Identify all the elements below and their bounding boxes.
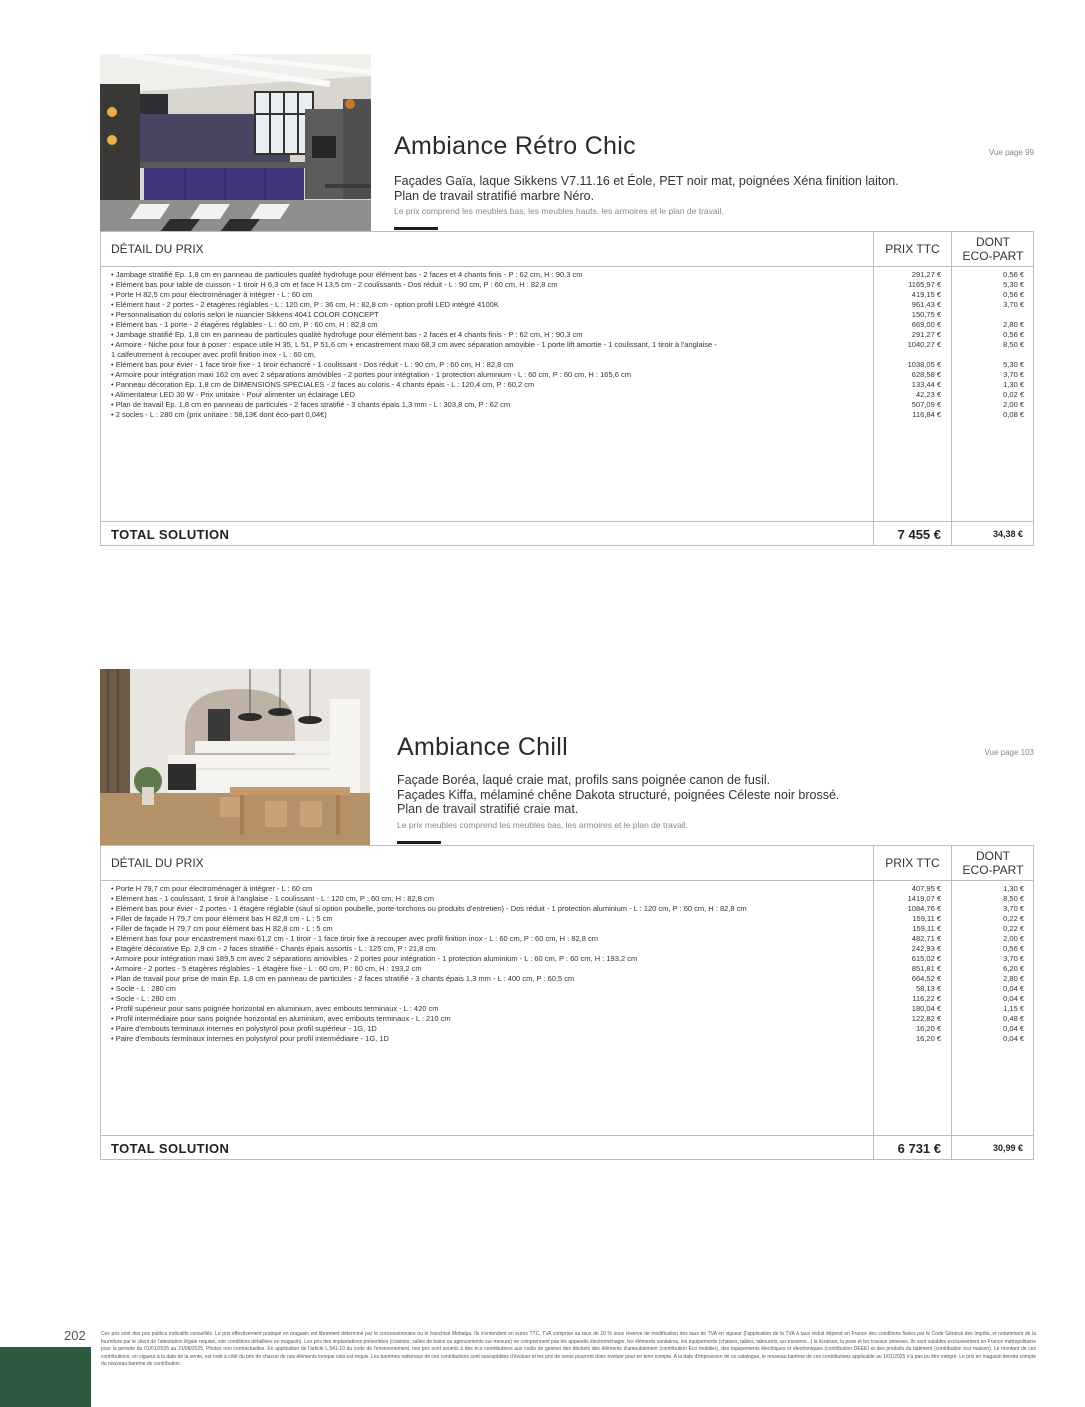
header-eco-line-1: DONT: [976, 235, 1010, 249]
item-eco-part: 0,04 €: [1003, 994, 1024, 1003]
item-price: 482,71 €: [911, 934, 941, 943]
item-description: • Elément bas pour évier - 1 face tiroir fixe - 1 tiroir échancré - 1 coulissant - Dos réduit - L : 90 cm, P : 60 cm, H : 82,8 cm: [111, 360, 514, 369]
item-description: • Elément bas - 1 porte - 2 étagères réglables - L : 60 cm, P : 60 cm, H : 82,8 cm: [111, 320, 378, 329]
item-description: • Elément bas - 1 coulissant, 1 tiroir à l'anglaise - 1 coulissant - L : 120 cm, P : 60 cm, H : 82,8 cm: [111, 894, 434, 903]
total-eco-part: 34,38 €: [992, 529, 1023, 539]
item-eco-part: 3,70 €: [1003, 904, 1024, 913]
header-eco-line-2: ECO-PART: [962, 863, 1024, 877]
section-title: Ambiance Rétro Chic: [394, 132, 636, 160]
item-eco-part: 3,70 €: [1003, 954, 1024, 963]
item-eco-part: 2,80 €: [1003, 974, 1024, 983]
legal-notice: Ces prix sont des prix publics indicatifs conseillés. Le prix effectivement pratiqué en magasin est librement déterminé par le concessionnaire ou le franchisé Mobalpa. Ils s'entendent en euros TTC, TVA comprise au taux de 20 % sous réserve de modification des taux de TVA en vigueur (l'application de la TVA à taux réduit dépend en France des conditions fixées par le Code Général des Impôts, et notamment de la fourniture par le client de l'attestation légale requise, voir conditions détaillées en magasin). Les prix des implantations présentées (cuisines, salles de bains ou agencements sur-mesure) ne comprennent pas les appareils électroménager, les éléments sanitaires, les équipements (chaises, tables, tabourets, accessoires...) la livraison, la pose et les travaux annexes. Ils sont valables exclusivement en France métropolitaine pour la période du 01/01/2025 au 31/08/2025. Photos non contractuelles. En application de l'article L.541-10 du code de l'environnement, nos prix sont soumis à des éco contributions aux coûts de gestion des déchets des éléments d'ameublement (contribution Eco mobilier), des équipements électriques et électroniques (contribution DEEE) et des produits du bâtiment (contribution éco maison). Le montant de ces contributions, en vigueur à la date de la vente, est noté à côté du prix de chacun de nos éléments lorsque cela est requis. Les barèmes nationaux de ces contributions sont susceptibles d'évoluer et les prix de vente pourront donc évoluer pour en tenir compte. A la date d'impression de ce catalogue, le nouveau barème de ces contributions applicable au 1/01/2025 n'a pas pu être intégré. Le prix en magasin tiendra compte du nouveau barème de contribution.: [101, 1331, 1036, 1368]
price-rows: [111, 884, 1033, 1044]
green-corner-bar: [0, 1347, 91, 1407]
table-row: [111, 964, 1033, 974]
table-row: [111, 974, 1033, 984]
table-row: [111, 984, 1033, 994]
page-reference: Vue page 103: [984, 748, 1034, 757]
item-eco-part: 0,04 €: [1003, 984, 1024, 993]
item-description: • 2 socles - L : 280 cm (prix unitaire : 58,13€ dont éco-part 0,04€): [111, 410, 327, 419]
item-eco-part: 0,56 €: [1003, 330, 1024, 339]
header-eco-part: [951, 849, 1035, 877]
total-price: 6 731 €: [897, 1141, 941, 1156]
item-price: 669,00 €: [911, 320, 941, 329]
item-price: 16,20 €: [915, 1034, 941, 1043]
item-price: 291,27 €: [911, 270, 941, 279]
price-note: Le prix comprend les meubles bas, les meubles hauts, les armoires et le plan de travail.: [394, 206, 724, 216]
item-price: 159,11 €: [912, 914, 941, 923]
item-price: 150,75 €: [911, 310, 941, 319]
item-description: • Filler de façade H 79,7 cm pour élément bas H 82,8 cm - L : 5 cm: [111, 924, 333, 933]
item-price: 507,09 €: [911, 400, 941, 409]
item-eco-part: 8,50 €: [1003, 340, 1024, 349]
item-eco-part: 1,15 €: [1003, 1004, 1024, 1013]
description-line: Façade Boréa, laqué craie mat, profils sans poignée canon de fusil.: [397, 773, 771, 787]
table-row: [111, 1034, 1033, 1044]
table-row: [111, 904, 1033, 914]
total-label: TOTAL SOLUTION: [111, 527, 230, 542]
total-eco-part: 30,99 €: [992, 1143, 1023, 1153]
item-description: • Elément haut - 2 portes - 2 étagères réglables - L : 120 cm, P : 36 cm, H : 82,8 cm - option profil LED intégré 4100K: [111, 300, 499, 309]
item-price: 122,82 €: [911, 1014, 941, 1023]
page-reference: Vue page 99: [988, 148, 1034, 157]
price-table: [100, 845, 1034, 1160]
item-description: • Armoire - 2 portes - 5 étagères réglables - 1 étagère fixe - L : 60 cm, P : 60 cm, H : 193,2 cm: [111, 964, 422, 973]
description-line: Façades Kiffa, mélaminé chêne Dakota structuré, poignées Céleste noir brossé.: [397, 787, 840, 802]
description-line: Plan de travail stratifié craie mat.: [397, 802, 579, 816]
item-price: 291,27 €: [911, 330, 941, 339]
item-eco-part: 2,80 €: [1003, 320, 1024, 329]
total-price: 7 455 €: [897, 527, 941, 542]
table-row: [111, 924, 1033, 934]
item-price: 615,02 €: [911, 954, 941, 963]
description-line: Façades Gaïa, laque Sikkens V7.11.16 et Éole, PET noir mat, poignées Xéna finition laiton.: [394, 174, 899, 188]
description-line: Plan de travail stratifié marbre Néro.: [394, 188, 595, 203]
item-description: • Personnalisation du coloris selon le nuancier Sikkens 4041 COLOR CONCEPT: [111, 310, 379, 319]
item-eco-part: 1,30 €: [1003, 380, 1024, 389]
item-price: 16,20 €: [915, 1024, 941, 1033]
item-eco-part: 0,04 €: [1003, 1034, 1024, 1043]
item-price: 1419,07 €: [907, 894, 941, 903]
item-eco-part: 1,30 €: [1003, 884, 1024, 893]
item-price: 133,44 €: [911, 380, 941, 389]
header-eco-line-1: DONT: [976, 849, 1010, 863]
header-prix-ttc: PRIX TTC: [885, 242, 940, 256]
table-row: [111, 884, 1033, 894]
item-description: • Filler de façade H 79,7 cm pour élément bas H 82,8 cm - L : 5 cm: [111, 914, 333, 923]
table-row: [111, 934, 1033, 944]
table-row: [111, 944, 1033, 954]
item-eco-part: 0,56 €: [1003, 944, 1024, 953]
item-price: 1084,76 €: [907, 904, 941, 913]
page-number: 202: [64, 1328, 86, 1343]
item-eco-part: 0,22 €: [1003, 924, 1024, 933]
item-description: • Socle - L : 280 cm: [111, 984, 176, 993]
item-price: 419,15 €: [911, 290, 941, 299]
table-row: [111, 1004, 1033, 1014]
item-description: • Elément bas pour évier - 2 portes - 1 étagère réglable (sauf si option poubelle, porte-torchons ou produits d'entretien) - Dos réduit - 1 protection aluminium - L : 120 cm, P : 60 cm, H : 82,8 cm: [111, 904, 747, 913]
item-description: • Plan de travail pour prise de main Ep. 1,8 cm en panneau de particules - 2 faces stratifié - 3 chants épais 1,3 mm - L : 400 cm, P : 60,5 cm: [111, 974, 575, 983]
item-price: 1038,05 €: [907, 360, 941, 369]
item-price: 851,81 €: [911, 964, 941, 973]
item-price: 1040,27 €: [907, 340, 941, 349]
item-description: • Socle - L : 280 cm: [111, 994, 176, 1003]
item-description: • Paire d'embouts terminaux internes en polystyrol pour profil supérieur - 1G, 1D: [111, 1024, 377, 1033]
item-price: 42,23 €: [915, 390, 941, 399]
title-rule: [397, 841, 441, 844]
kitchen-photo-chill: [100, 669, 370, 846]
item-description: • Elément bas four pour encastrement maxi 61,2 cm - 1 tiroir - 1 face tiroir fixe à recouper avec profil finition inox - L : 60 cm, P : 60 cm, H : 82,8 cm: [111, 934, 598, 943]
item-description: • Elément bas pour table de cuisson - 1 tiroir H 6,3 cm et face H 13,5 cm - 2 coulissants - Dos réduit - L : 90 cm, P : 60 cm, H : 82,8 cm: [111, 280, 558, 289]
item-price: 242,93 €: [911, 944, 941, 953]
item-description: • Porte H 82,5 cm pour électroménager à intégrer - L : 60 cm: [111, 290, 313, 299]
item-description: • Profil supérieur pour sans poignée horizontal en aluminium, avec embouts terminaux - L : 420 cm: [111, 1004, 439, 1013]
item-description: • Armoire pour intégration maxi 189,5 cm avec 2 séparations amovibles - 2 portes pour intégration - 1 protection aluminium - L : 60 cm, P : 60 cm, H : 193,2 cm: [111, 954, 638, 963]
item-eco-part: 8,50 €: [1003, 894, 1024, 903]
item-eco-part: 0,04 €: [1003, 1024, 1024, 1033]
table-row: [111, 894, 1033, 904]
item-description: • Plan de travail Ep. 1,8 cm en panneau de particules - 2 faces stratifié - 3 chants épais 1,3 mm - L : 303,8 cm, P : 62 cm: [111, 400, 511, 409]
table-row: [111, 914, 1033, 924]
header-detail: DÉTAIL DU PRIX: [111, 856, 204, 870]
item-price: 116,22 €: [912, 994, 941, 1003]
item-eco-part: 0,02 €: [1003, 390, 1024, 399]
item-description: • Panneau décoration Ep. 1,8 cm de DIMENSIONS SPECIALES - 2 faces au coloris - 4 chants épais - L : 120,4 cm, P : 60,2 cm: [111, 380, 535, 389]
section-title: Ambiance Chill: [397, 733, 568, 761]
item-eco-part: 0,56 €: [1003, 270, 1024, 279]
table-header: [101, 846, 1033, 881]
item-description: • Armoire - Niche pour four à poser : espace utile H 35, L 51, P 51,6 cm + encastrement maxi 68,3 cm avec séparation amovible - 1 porte lift amortie - 1 coulissant, 1 tiroir à l'anglaise -: [111, 340, 717, 349]
item-description: • Porte H 79,7 cm pour électroménager à intégrer - L : 60 cm: [111, 884, 313, 893]
item-eco-part: 2,00 €: [1003, 400, 1024, 409]
header-detail: DÉTAIL DU PRIX: [111, 242, 204, 256]
item-price: 628,58 €: [911, 370, 941, 379]
item-eco-part: 0,56 €: [1003, 290, 1024, 299]
item-price: 159,11 €: [912, 924, 941, 933]
item-price: 407,95 €: [911, 884, 941, 893]
item-eco-part: 0,48 €: [1003, 1014, 1024, 1023]
item-description: • Jambage stratifié Ep. 1,8 cm en panneau de particules qualité hydrofuge pour élément bas - 2 faces et 4 chants finis - P : 62 cm, H : 90,3 cm: [111, 270, 583, 279]
item-eco-part: 5,30 €: [1003, 280, 1024, 289]
item-price: 116,84 €: [912, 410, 941, 419]
item-price: 58,13 €: [915, 984, 941, 993]
item-eco-part: 0,22 €: [1003, 914, 1024, 923]
header-prix-ttc: PRIX TTC: [885, 856, 940, 870]
table-row: [111, 954, 1033, 964]
item-description: • Jambage stratifié Ep. 1,8 cm en panneau de particules qualité hydrofuge pour élément bas - 2 faces et 4 chants finis - P : 62 cm, H : 90,3 cm: [111, 330, 583, 339]
item-description: • Armoire pour intégration maxi 162 cm avec 2 séparations amovibles - 2 portes pour intégration - 1 protection aluminium - L : 60 cm, P : 60 cm, H : 165,6 cm: [111, 370, 631, 379]
item-description: • Profil intermédiaire pour sans poignée horizontal en aluminium, avec embouts terminaux - L : 210 cm: [111, 1014, 451, 1023]
item-eco-part: 5,30 €: [1003, 360, 1024, 369]
total-row: [101, 1135, 1033, 1160]
item-description: • Paire d'embouts terminaux internes en polystyrol pour profil intermédiaire - 1G, 1D: [111, 1034, 389, 1043]
table-row: [111, 994, 1033, 1004]
item-eco-part: 0,08 €: [1003, 410, 1024, 419]
item-eco-part: 6,20 €: [1003, 964, 1024, 973]
price-note: Le prix meubles comprend les meubles bas, les armoires et le plan de travail.: [397, 820, 689, 830]
item-price: 180,04 €: [911, 1004, 941, 1013]
item-eco-part: 3,70 €: [1003, 370, 1024, 379]
table-row: [111, 1014, 1033, 1024]
item-price: 1165,97 €: [908, 280, 941, 289]
item-description: • Etagère décorative Ep. 2,9 cm - 2 faces stratifié - Chants épais assortis - L : 125 cm, P : 21,8 cm: [111, 944, 436, 953]
item-description: 1 calfeutrement à recouper avec profil finition inox - L : 60 cm,: [111, 350, 316, 359]
item-eco-part: 2,00 €: [1003, 934, 1024, 943]
item-price: 961,43 €: [911, 300, 941, 309]
item-eco-part: 3,70 €: [1003, 300, 1024, 309]
item-price: 664,52 €: [911, 974, 941, 983]
table-row: [111, 1024, 1033, 1034]
section-description: [397, 773, 839, 817]
item-description: • Alimentateur LED 30 W - Prix unitaire - Pour alimenter un éclairage LED: [111, 390, 355, 399]
total-label: TOTAL SOLUTION: [111, 1141, 230, 1156]
header-eco-line-2: ECO-PART: [962, 249, 1024, 263]
